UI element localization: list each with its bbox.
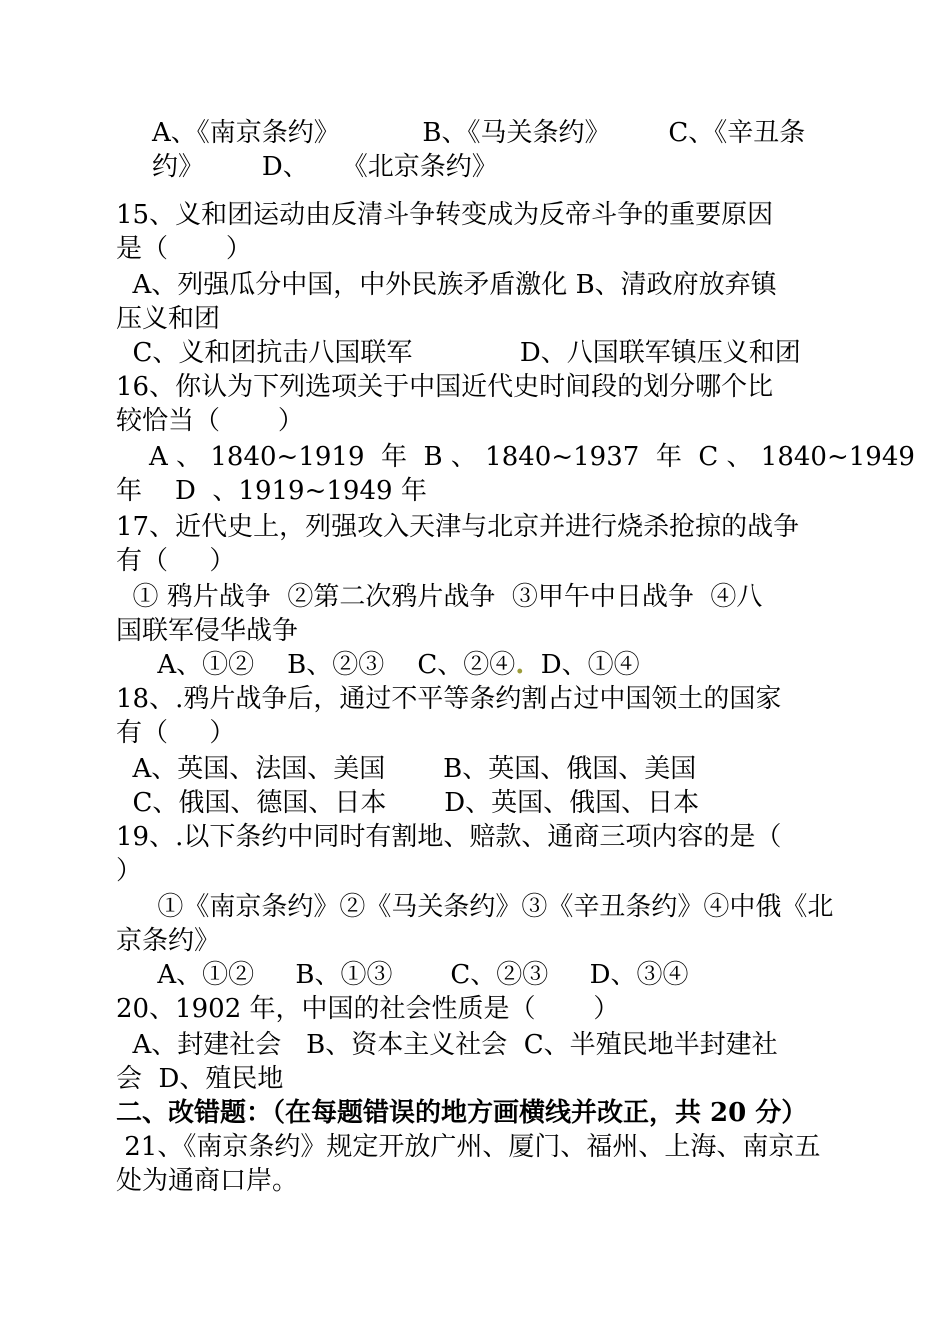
q16-stem-line1: 16、你认为下列选项关于中国近代史时间段的划分哪个比 bbox=[116, 372, 774, 402]
q18-stem-line2: 有（ ） bbox=[116, 718, 236, 748]
q18-option-line2: C、俄国、德国、日本 D、英国、俄国、日本 bbox=[116, 788, 700, 818]
q17-items-line2: 国联军侵华战争 bbox=[116, 616, 299, 646]
section2-heading: 二、改错题：（在每题错误的地方画横线并改正，共 20 分） bbox=[116, 1098, 808, 1128]
q17-stem-line2: 有（ ） bbox=[116, 546, 236, 576]
q18-stem-line1: 18、.鸦片战争后，通过不平等条约割占过中国领土的国家 bbox=[116, 684, 782, 714]
q19-items-line1: ①《南京条约》②《马关条约》③《辛丑条约》④中俄《北 bbox=[116, 892, 834, 922]
q15-option-line1: A、列强瓜分中国，中外民族矛盾激化 B、清政府放弃镇 bbox=[116, 270, 777, 300]
q17-items-line1: ① 鸦片战争 ②第二次鸦片战争 ③甲午中日战争 ④八 bbox=[116, 582, 763, 612]
q17-options-dot: . bbox=[515, 650, 525, 680]
q14-options-line2: 约》 D、 《北京条约》 bbox=[152, 152, 498, 182]
q20-option-line1: A、封建社会 B、资本主义社会 C、半殖民地半封建社 bbox=[116, 1030, 778, 1060]
q21-stem-line2: 处为通商口岸。 bbox=[116, 1166, 299, 1196]
q18-option-line1: A、英国、法国、美国 B、英国、俄国、美国 bbox=[116, 754, 697, 784]
q19-stem-line1: 19、.以下条约中同时有割地、赔款、通商三项内容的是（ bbox=[116, 822, 782, 852]
q19-stem-line2: ） bbox=[116, 856, 143, 886]
q17-options-part2: D、①④ bbox=[524, 650, 640, 680]
q21-stem-line1: 21、《南京条约》规定开放广州、厦门、福州、上海、南京五 bbox=[116, 1132, 821, 1162]
q15-option-line2: 压义和团 bbox=[116, 304, 221, 334]
q17-stem-line1: 17、近代史上，列强攻入天津与北京并进行烧杀抢掠的战争 bbox=[116, 512, 800, 542]
q15-stem-line2: 是（ ） bbox=[116, 234, 252, 264]
q16-stem-line2: 较恰当（ ） bbox=[116, 406, 304, 436]
q15-option-line3: C、义和团抗击八国联军 D、八国联军镇压义和团 bbox=[116, 338, 801, 368]
q20-stem-line1: 20、1902 年，中国的社会性质是（ ） bbox=[116, 994, 620, 1024]
q19-option-line1: A、①② B、①③ C、②③ D、③④ bbox=[116, 960, 689, 990]
q16-option-line1: A 、 1840~1919 年 B 、 1840~1937 年 C 、 1840~1949 bbox=[116, 442, 915, 472]
q16-option-line2: 年 D 、1919~1949 年 bbox=[116, 476, 427, 506]
q14-options-line1: A、《南京条约》 B、《马关条约》 C、《辛丑条 bbox=[152, 118, 806, 148]
q19-items-line2: 京条约》 bbox=[116, 926, 221, 956]
q20-option-line2: 会 D、殖民地 bbox=[116, 1064, 284, 1094]
q17-options bbox=[116, 648, 640, 682]
q15-stem-line1: 15、义和团运动由反清斗争转变成为反帝斗争的重要原因 bbox=[116, 200, 774, 230]
q17-options-part1: A、①② B、②③ C、②④ bbox=[116, 650, 516, 680]
